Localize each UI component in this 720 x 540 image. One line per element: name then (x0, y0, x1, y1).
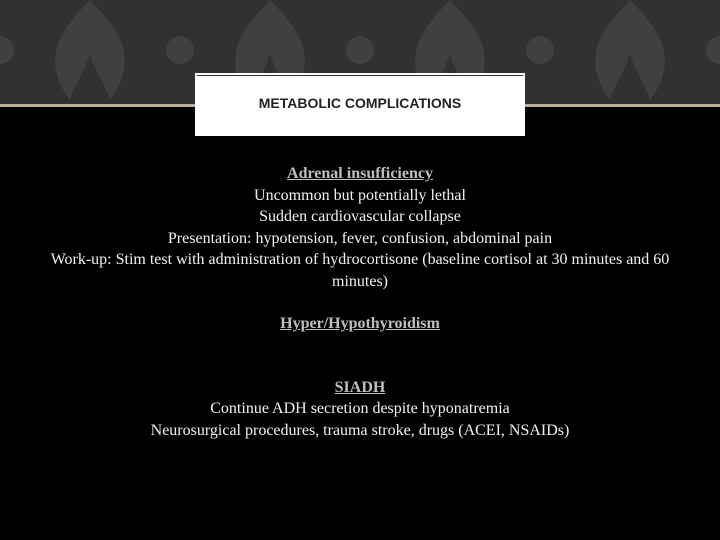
title-top-line (197, 75, 523, 76)
bullet-line: Continue ADH secretion despite hyponatremia (210, 400, 510, 417)
slide-title: METABOLIC COMPLICATIONS (258, 95, 462, 111)
bullet-line: Uncommon but potentially lethal (254, 186, 466, 204)
section-heading: Hyper/Hypothyroidism (280, 315, 440, 332)
bullet-line: Work-up: Stim test with administration of hydrocortisone (baseline cortisol at 30 minutes and 60 minutes) (50, 251, 670, 290)
bullet-line: Presentation: hypotension, fever, confusion, abdominal pain (167, 229, 553, 247)
bullet-line: Neurosurgical procedures, trauma stroke, drugs (ACEI, NSAIDs) (150, 421, 570, 439)
slide-content (30, 163, 690, 441)
section-heading: Adrenal insufficiency (287, 165, 433, 182)
bullet-line: Sudden cardiovascular collapse (259, 208, 461, 225)
title-box (195, 73, 525, 136)
section-heading: SIADH (334, 378, 386, 396)
